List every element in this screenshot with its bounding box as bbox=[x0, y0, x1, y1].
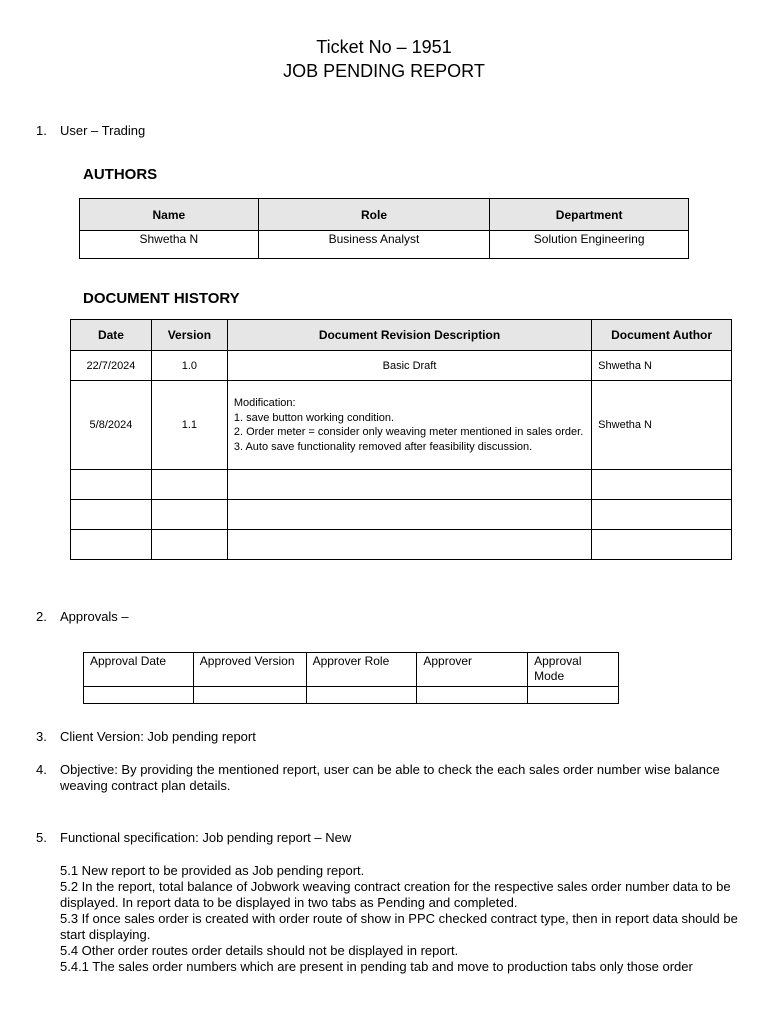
author-department: Solution Engineering bbox=[490, 231, 689, 259]
ticket-number: Ticket No – 1951 bbox=[316, 37, 452, 57]
table-row-empty bbox=[71, 530, 732, 560]
column-header: Approval Date bbox=[84, 653, 194, 687]
column-header: Document Revision Description bbox=[227, 320, 591, 351]
section-2 bbox=[36, 609, 129, 625]
description-line: 3. Auto save functionality removed after feasibility discussion. bbox=[233, 440, 533, 453]
section-number: 4. bbox=[36, 762, 47, 777]
history-description bbox=[227, 381, 591, 470]
history-version: 1.0 bbox=[151, 351, 227, 381]
table-row-empty bbox=[71, 500, 732, 530]
history-author: Shwetha N bbox=[592, 351, 732, 381]
history-description: Basic Draft bbox=[227, 351, 591, 381]
section-text: Client Version: Job pending report bbox=[60, 729, 256, 744]
section-text: Approvals – bbox=[60, 609, 129, 624]
section-number: 2. bbox=[36, 609, 47, 624]
column-header: Approved Version bbox=[193, 653, 306, 687]
author-role: Business Analyst bbox=[258, 231, 490, 259]
column-header: Approver Role bbox=[306, 653, 417, 687]
history-author: Shwetha N bbox=[592, 381, 732, 470]
table-row bbox=[71, 381, 732, 470]
section-number: 5. bbox=[36, 830, 47, 845]
description-line: Modification: bbox=[233, 397, 296, 409]
table-header-row bbox=[80, 199, 689, 231]
document-history-heading: DOCUMENT HISTORY bbox=[83, 290, 240, 307]
spec-point: 5.4.1 The sales order numbers which are present in pending tab and move to production tabs only those order bbox=[60, 959, 693, 974]
section-text: Objective: By providing the mentioned report, user can be able to check the each sales order number wise balance weaving contract plan details. bbox=[60, 762, 720, 793]
spec-point: 5.4 Other order routes order details should not be displayed in report. bbox=[60, 943, 459, 958]
table-header-row bbox=[71, 320, 732, 351]
functional-spec-list bbox=[60, 863, 740, 975]
section-5 bbox=[36, 830, 351, 846]
authors-table bbox=[79, 198, 689, 259]
section-text: User – Trading bbox=[60, 123, 146, 138]
spec-point: 5.3 If once sales order is created with order route of show in PPC checked contract type, then in report data should be start displaying. bbox=[60, 911, 738, 942]
table-row-empty bbox=[71, 470, 732, 500]
description-line: 2. Order meter = consider only weaving meter mentioned in sales order. bbox=[233, 426, 584, 438]
column-header: Document Author bbox=[592, 320, 732, 351]
column-header: Version bbox=[151, 320, 227, 351]
column-header: Date bbox=[71, 320, 152, 351]
section-3 bbox=[36, 729, 256, 745]
spec-point: 5.2 In the report, total balance of Jobwork weaving contract creation for the respective sales order number data to be displayed. In report data to be displayed in two tabs as Pending and completed. bbox=[60, 879, 731, 910]
column-header: Name bbox=[80, 199, 259, 231]
section-number: 3. bbox=[36, 729, 47, 744]
history-version: 1.1 bbox=[151, 381, 227, 470]
report-title: JOB PENDING REPORT bbox=[283, 61, 485, 81]
column-header: Approver bbox=[417, 653, 528, 687]
table-header-row bbox=[84, 653, 619, 687]
column-header: Role bbox=[258, 199, 490, 231]
authors-heading: AUTHORS bbox=[83, 166, 158, 183]
table-row bbox=[80, 231, 689, 259]
table-row bbox=[71, 351, 732, 381]
column-header: Department bbox=[490, 199, 689, 231]
table-row-empty bbox=[84, 687, 619, 704]
document-history-table bbox=[70, 319, 732, 560]
description-line: 1. save button working condition. bbox=[233, 411, 395, 424]
section-number: 1. bbox=[36, 123, 47, 138]
history-date: 22/7/2024 bbox=[71, 351, 152, 381]
column-header: Approval Mode bbox=[528, 653, 619, 687]
section-1 bbox=[36, 123, 145, 139]
section-4 bbox=[36, 762, 732, 794]
section-text: Functional specification: Job pending report – New bbox=[60, 830, 352, 845]
author-name: Shwetha N bbox=[80, 231, 259, 259]
approvals-table bbox=[83, 652, 619, 704]
spec-point: 5.1 New report to be provided as Job pending report. bbox=[60, 863, 365, 878]
history-date: 5/8/2024 bbox=[71, 381, 152, 470]
